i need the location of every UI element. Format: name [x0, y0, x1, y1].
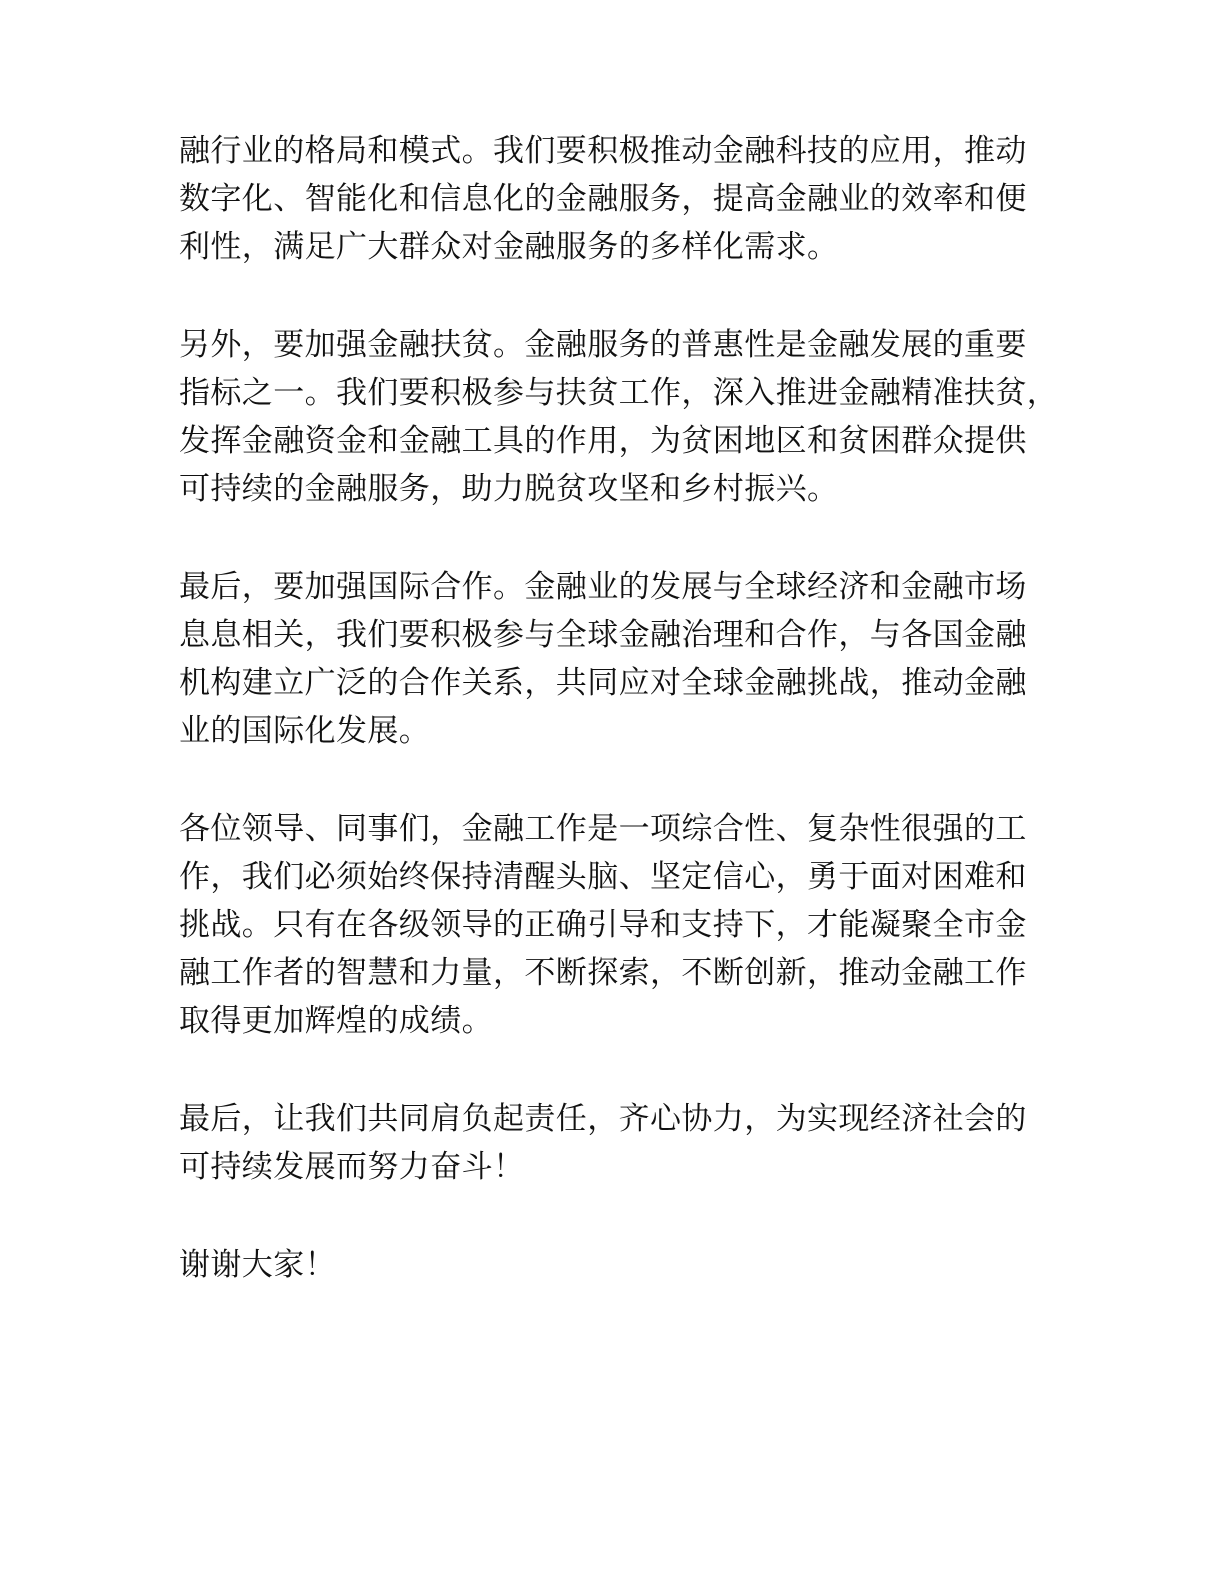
- text-line: 谢谢大家！: [179, 1247, 336, 1283]
- text-line: 最后，让我们共同肩负起责任，齐心协力，为实现经济社会的: [179, 1101, 1027, 1137]
- text-line: 取得更加辉煌的成绩。: [179, 1003, 493, 1039]
- paragraph-thanks: [179, 1241, 1049, 1289]
- document-body: [179, 127, 1059, 1289]
- text-line: 融工作者的智慧和力量，不断探索，不断创新，推动金融工作: [179, 955, 1027, 991]
- text-line: 另外，要加强金融扶贫。金融服务的普惠性是金融发展的重要: [179, 327, 1027, 363]
- text-line: 各位领导、同事们，金融工作是一项综合性、复杂性很强的工: [179, 811, 1027, 847]
- paragraph-gap: [179, 755, 1049, 805]
- text-line: 息息相关，我们要积极参与全球金融治理和合作，与各国金融: [179, 617, 1027, 653]
- paragraph-closing-call: [179, 1095, 1049, 1191]
- text-line: 业的国际化发展。: [179, 713, 431, 749]
- text-line: 可持续发展而努力奋斗！: [179, 1149, 525, 1185]
- text-line: 挑战。只有在各级领导的正确引导和支持下，才能凝聚全市金: [179, 907, 1027, 943]
- text-line: 机构建立广泛的合作关系，共同应对全球金融挑战，推动金融: [179, 665, 1027, 701]
- paragraph-international-cooperation: [179, 563, 1049, 755]
- paragraph-gap: [179, 513, 1049, 563]
- paragraph-poverty-alleviation: [179, 321, 1059, 513]
- text-line: 最后，要加强国际合作。金融业的发展与全球经济和金融市场: [179, 569, 1027, 605]
- text-line: 可持续的金融服务，助力脱贫攻坚和乡村振兴。: [179, 471, 839, 507]
- text-line: 数字化、智能化和信息化的金融服务，提高金融业的效率和便: [179, 181, 1027, 217]
- paragraph-gap: [179, 271, 1049, 321]
- text-line: 利性，满足广大群众对金融服务的多样化需求。: [179, 229, 839, 265]
- text-line: 作，我们必须始终保持清醒头脑、坚定信心，勇于面对困难和: [179, 859, 1027, 895]
- paragraph-gap: [179, 1045, 1049, 1095]
- paragraph-fintech: [179, 127, 1049, 271]
- paragraph-gap: [179, 1191, 1049, 1241]
- text-line: 发挥金融资金和金融工具的作用，为贫困地区和贫困群众提供: [179, 423, 1027, 459]
- text-line: 指标之一。我们要积极参与扶贫工作，深入推进金融精准扶贫，: [179, 375, 1059, 411]
- paragraph-colleagues: [179, 805, 1049, 1045]
- text-line: 融行业的格局和模式。我们要积极推动金融科技的应用，推动: [179, 133, 1027, 169]
